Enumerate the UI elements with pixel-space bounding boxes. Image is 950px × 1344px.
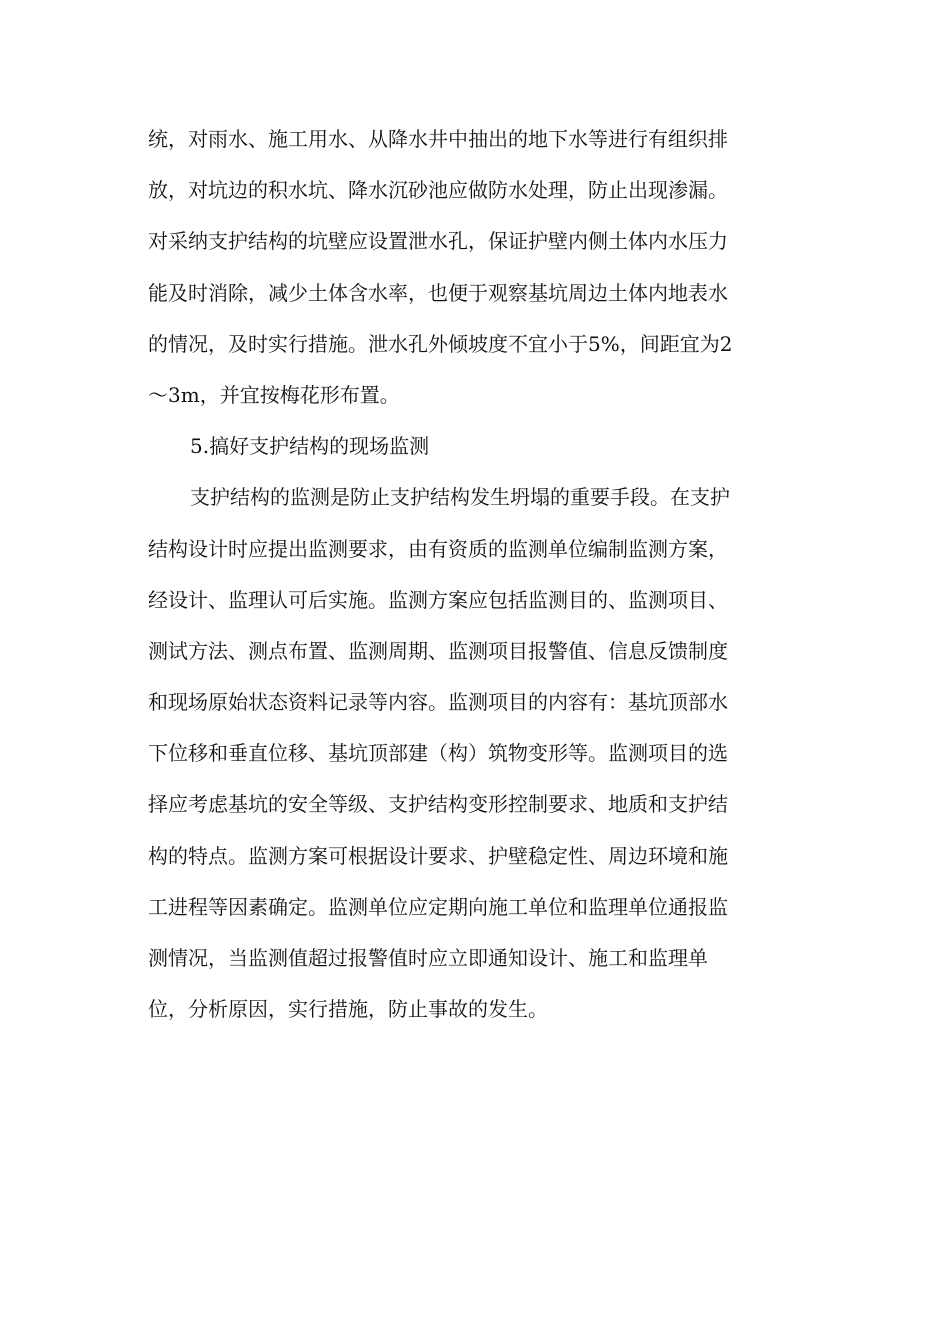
text-line: 工进程等因素确定。监测单位应定期向施工单位和监理单位通报监 bbox=[148, 894, 728, 919]
text-line: 的情况，及时实行措施。泄水孔外倾坡度不宜小于5%，间距宜为2 bbox=[148, 331, 733, 356]
text-line: 放，对坑边的积水坑、降水沉砂池应做防水处理，防止出现渗漏。 bbox=[148, 178, 728, 203]
text-line: 统，对雨水、施工用水、从降水井中抽出的地下水等进行有组织排 bbox=[148, 127, 728, 151]
section-heading: 5.搞好支护结构的现场监测 bbox=[190, 434, 430, 459]
text-line: 对采纳支护结构的坑壁应设置泄水孔，保证护壁内侧土体内水压力 bbox=[148, 229, 728, 254]
body-text bbox=[148, 114, 808, 1035]
text-line: 经设计、监理认可后实施。监测方案应包括监测目的、监测项目、 bbox=[148, 587, 728, 612]
text-line: 能及时消除，减少土体含水率，也便于观察基坑周边土体内地表水 bbox=[148, 280, 728, 305]
text-line: 支护结构的监测是防止支护结构发生坍塌的重要手段。在支护 bbox=[190, 485, 730, 510]
text-line: 下位移和垂直位移、基坑顶部建（构）筑物变形等。监测项目的选 bbox=[148, 741, 728, 766]
text-line: ～3m，并宜按梅花形布置。 bbox=[148, 382, 400, 407]
text-line: 构的特点。监测方案可根据设计要求、护壁稳定性、周边环境和施 bbox=[148, 843, 728, 868]
text-line: 结构设计时应提出监测要求，由有资质的监测单位编制监测方案， bbox=[148, 536, 728, 561]
text-line: 和现场原始状态资料记录等内容。监测项目的内容有：基坑顶部水 bbox=[148, 690, 728, 715]
text-line: 测情况，当监测值超过报警值时应立即通知设计、施工和监理单 bbox=[148, 946, 708, 970]
text-line: 位，分析原因，实行措施，防止事故的发生。 bbox=[148, 997, 548, 1022]
text-line: 测试方法、测点布置、监测周期、监测项目报警值、信息反馈制度 bbox=[148, 638, 728, 663]
text-line: 择应考虑基坑的安全等级、支护结构变形控制要求、地质和支护结 bbox=[148, 792, 728, 817]
